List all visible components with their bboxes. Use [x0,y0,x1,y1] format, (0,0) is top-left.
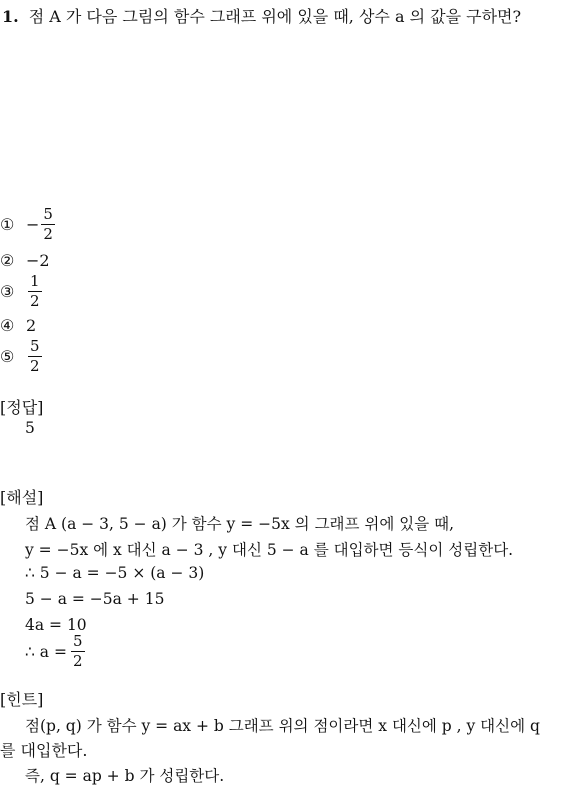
hint-line-2: 를 대입한다. [0,741,88,760]
choice-1[interactable] [0,207,55,242]
choice-fraction [28,274,42,309]
explanation-line-2: y = −5x 에 x 대신 a − 3 , y 대신 5 − a 를 대입하면 등식이 성립한다. [25,541,514,559]
hint-line-3: 즉, q = ap + b 가 성립한다. [25,767,225,785]
fraction-denominator: 2 [43,225,53,243]
fraction-numerator: 5 [30,337,40,355]
choice-mark: ⑤ [0,347,15,366]
explanation-line-1: 점 A (a − 3, 5 − a) 가 함수 y = −5x 의 그래프 위에 있을 때, [25,515,455,533]
choice-5[interactable] [0,339,42,374]
fraction-numerator: 5 [43,205,53,223]
explanation-line-4: 5 − a = −5a + 15 [25,590,165,608]
fraction-numerator: 1 [30,272,40,290]
graph-figure-area [60,40,490,200]
question-text: 점 A 가 다음 그림의 함수 그래프 위에 있을 때, 상수 a 의 값을 구하면? [28,7,522,26]
choice-mark: ③ [0,282,15,301]
choice-value: 2 [26,316,37,335]
fraction-numerator: 5 [72,632,83,650]
hint-label: [힌트] [0,690,44,709]
final-prefix: ∴ a = [25,642,67,661]
explanation-line-3: ∴ 5 − a = −5 × (a − 3) [25,564,205,582]
explanation-final [25,634,85,669]
choice-fraction [41,207,55,242]
answer-value: 5 [25,419,35,437]
choice-2[interactable] [0,251,50,270]
fraction-denominator: 2 [72,652,83,670]
explanation-label: [해설] [0,488,44,507]
explanation-line-5: 4a = 10 [25,616,87,634]
choice-mark: ① [0,215,15,234]
final-fraction [71,634,85,669]
choice-value: −2 [26,251,50,270]
hint-line-1: 점(p, q) 가 함수 y = ax + b 그래프 위의 점이라면 x 대신에 p , y 대신에 q [25,717,540,735]
fraction-denominator: 2 [30,357,40,375]
choice-mark: ② [0,251,15,270]
choice-fraction [28,339,42,374]
choice-mark: ④ [0,316,15,335]
answer-label: [정답] [0,398,44,417]
choice-4[interactable] [0,316,36,335]
fraction-denominator: 2 [30,292,40,310]
choice-3[interactable] [0,274,42,309]
question [2,4,521,27]
choice-sign: − [26,215,40,234]
question-number: 1. [2,7,19,26]
